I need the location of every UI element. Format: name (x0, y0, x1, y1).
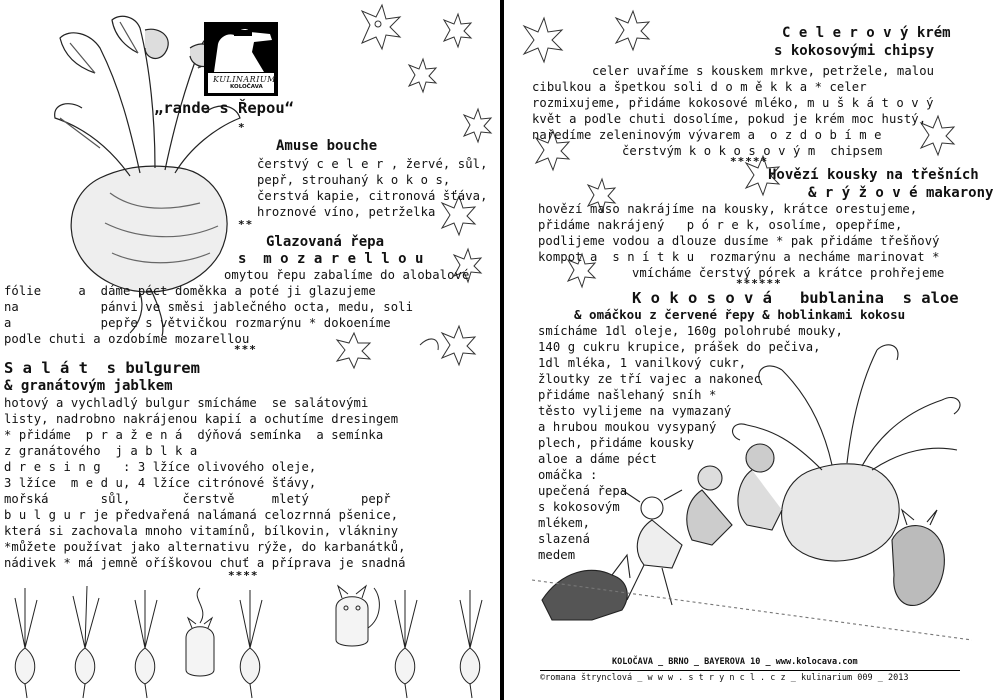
repa-line: podle chuti a ozdobíme mozarellou (4, 332, 250, 346)
repa-line: omytou řepu zabalíme do alobalové (224, 268, 470, 282)
amuse-line: čerstvý c e l e r , žervé, sůl, (257, 157, 488, 171)
kokos-line: medem (538, 548, 576, 562)
kokos-line: a hrubou moukou vysypaný (538, 420, 717, 434)
stars-divider: **** (228, 569, 259, 582)
kokos-line: s kokosovým (538, 500, 620, 514)
right-page (504, 0, 1000, 700)
logo-title: KULINARIUM (213, 75, 276, 84)
celer-title: C e l e r o v ý krém (782, 25, 951, 41)
kokos-line: aloe a dáme péct (538, 452, 657, 466)
stars-divider: ** (238, 218, 254, 231)
amuse-line: pepř, strouhaný k o k o s, (257, 173, 451, 187)
repa-title: Glazovaná řepa (266, 234, 385, 250)
celer-line: celer uvaříme s kouskem mrkve, petržele, malou (592, 64, 935, 78)
menu-title: „rande s Řepou“ (154, 99, 294, 117)
hovezi-line: hovězí maso nakrájíme na kousky, krátce orestujeme, (538, 202, 918, 216)
celer-line: čerstvým k o k o s o v ý m chipsem (622, 144, 883, 158)
celer-line: cibulkou a špetkou soli d o m ě k k a * celer (532, 80, 867, 94)
salat-line: nádivek * má jemně oříškovou chuť a příprava je snadná (4, 556, 406, 570)
salat-line: hotový a vychladlý bulgur smícháme se salátovými (4, 396, 369, 410)
kokos-line: upečená řepa (538, 484, 628, 498)
kokos-line: 140 g cukru krupice, prášek do pečiva, (538, 340, 821, 354)
amuse-line: čerstvá kapie, citronová šťáva, (257, 189, 488, 203)
kokos-subtitle: & omáčkou z červené řepy & hoblinkami kokosu (574, 307, 906, 322)
hovezi-line: přidáme nakrájený p ó r e k, osolíme, opepříme, (538, 218, 903, 232)
celer-subtitle: s kokosovými chipsy (774, 43, 935, 59)
hovezi-subtitle: & r ý ž o v é makarony (808, 185, 994, 201)
salat-line: b u l g u r je předvařená nalámaná celozrnná pšenice, (4, 508, 399, 522)
salat-line: mořská sůl, čerstvě mletý pepř (4, 492, 391, 506)
hovezi-title: Hovězí kousky na třešních (768, 167, 979, 183)
repa-line: fólie a dáme péct doměkka a poté ji glazujeme (4, 284, 376, 298)
kokos-line: omáčka : (538, 468, 598, 482)
stars-divider: ****** (736, 277, 782, 290)
stars-divider: * (238, 121, 246, 134)
footer-rule (540, 670, 960, 671)
chef-silhouette-icon (204, 22, 278, 72)
repa-line: a pepře s větvičkou rozmarýnu * dokoeníme (4, 316, 391, 330)
salat-line: z granátového j a b l k a (4, 444, 198, 458)
celer-line: květ a podle chuti dosolíme, pokud je krém moc hustý, (532, 112, 927, 126)
hovezi-line: podlijeme vodou a dlouze dusíme * pak přidáme třešňový (538, 234, 940, 248)
salat-line: která si zachovala mnoho vitamínů, bílkovin, vlákniny (4, 524, 399, 538)
kokos-line: slazená (538, 532, 591, 546)
repa-line: na pánvi ve směsi jablečného octa, medu, soli (4, 300, 414, 314)
amuse-line: hroznové víno, petrželka (257, 205, 436, 219)
kokos-line: smícháme 1dl oleje, 160g polohrubé mouky, (538, 324, 843, 338)
salat-line: * přidáme p r a ž e n á dýňová semínka a semínka (4, 428, 384, 442)
stars-divider: ***** (730, 155, 769, 168)
salat-line: d r e s i n g : 3 lžíce olivového oleje, (4, 460, 317, 474)
kokos-line: přidáme našlehaný sníh * (538, 388, 717, 402)
kulinarium-logo (204, 22, 278, 96)
salat-line: *můžete používat jako alternativu rýže, do karbanátků, (4, 540, 406, 554)
kokos-line: mlékem, (538, 516, 591, 530)
celer-line: naředíme zeleninovým vývarem a o z d o b í m e (532, 128, 882, 142)
footer-address: KOLOČAVA _ BRNO _ BAYEROVA 10 _ www.kolocava.com (612, 657, 858, 667)
salat-line: listy, nadrobno nakrájenou kapií a ochutíme dresingem (4, 412, 399, 426)
kokos-line: těsto vylijeme na vymazaný (538, 404, 732, 418)
celer-line: rozmixujeme, přidáme kokosové mléko, m u š k á t o v ý (532, 96, 934, 110)
hovezi-line: vmícháme čerstvý pórek a krátce prohřejeme (632, 266, 945, 280)
salat-subtitle: & granátovým jablkem (4, 378, 173, 394)
kokos-line: žloutky ze tří vajec a nakonec (538, 372, 762, 386)
hovezi-line: kompot a s n í t k u rozmarýnu a necháme marinovat * (538, 250, 940, 264)
beet-row-illustration (0, 578, 500, 700)
logo-subtitle: KOLOČAVA (230, 84, 263, 90)
salat-line: 3 lžíce m e d u, 4 lžíce citrónové šťávy, (4, 476, 317, 490)
kokos-line: plech, přidáme kousky (538, 436, 695, 450)
repa-subtitle: s m o z a r e l l o u (238, 251, 424, 267)
footer-credits: ©romana štrynclová _ w w w . s t r y n c l . c z _ kulinarium 009 _ 2013 (540, 673, 909, 683)
kokos-line: 1dl mléka, 1 vanilkový cukr, (538, 356, 747, 370)
stars-divider: *** (234, 343, 257, 356)
salat-title: S a l á t s bulgurem (4, 359, 200, 377)
amuse-title: Amuse bouche (276, 138, 378, 154)
kokos-title: K o k o s o v á bublanina s aloe (632, 289, 959, 307)
